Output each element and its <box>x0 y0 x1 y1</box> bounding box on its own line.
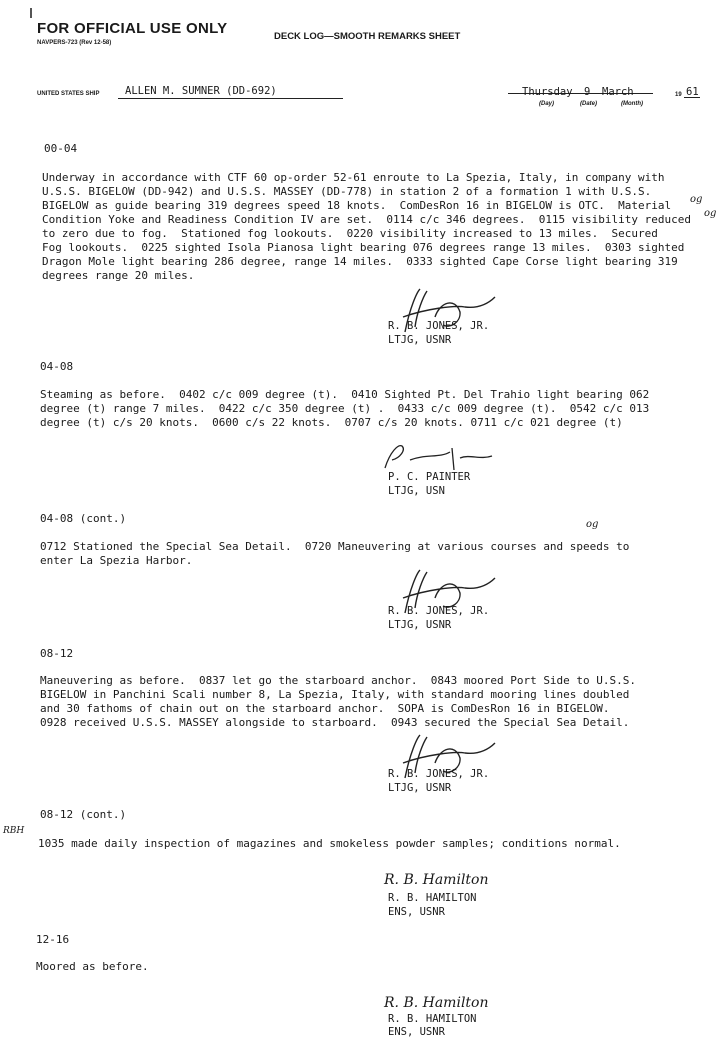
year-suffix: 61 <box>686 86 699 98</box>
log-line: Fog lookouts. 0225 sighted Isola Pianosa light bearing 076 degrees range 13 miles. 0303 sighted <box>42 241 685 254</box>
handwritten-signature: R. B. Hamilton <box>384 872 489 888</box>
signer-name: R. B. HAMILTON <box>388 1013 477 1025</box>
log-line: to zero due to fog. Stationed fog lookouts. 0220 visibility increased to 13 miles. Secured <box>42 227 658 240</box>
col-day-caption: (Day) <box>539 101 555 107</box>
year-line <box>684 97 700 98</box>
signer-rank: LTJG, USNR <box>388 782 452 794</box>
log-line: Condition Yoke and Readiness Condition IV are set. 0114 c/c 346 degrees. 0115 visibility reduced <box>42 213 692 226</box>
log-entry-text <box>38 837 621 851</box>
signer-name: R. B. HAMILTON <box>388 892 477 904</box>
watch-heading: 00-04 <box>44 142 78 155</box>
year-prefix: 19 <box>675 92 682 98</box>
form-title: DECK LOG—SMOOTH REMARKS SHEET <box>274 31 461 42</box>
date-day: Thursday <box>522 86 573 98</box>
log-line: Maneuvering as before. 0837 let go the starboard anchor. 0843 moored Port Side to U.S.S. <box>40 674 637 687</box>
margin-initials: RBH <box>3 826 25 836</box>
watch-heading: 12-16 <box>36 933 70 946</box>
log-line: Dragon Mole light bearing 286 degree, range 14 miles. 0333 sighted Cape Corse light bearing 319 <box>42 255 678 268</box>
watch-heading: 04-08 <box>40 360 74 373</box>
log-line: degrees range 20 miles. <box>42 269 195 282</box>
margin-correction-mark: og <box>690 194 703 205</box>
log-line: Underway in accordance with CTF 60 op-order 52-61 enroute to La Spezia, Italy, in company with <box>42 171 665 184</box>
signer-rank: ENS, USNR <box>388 1026 445 1038</box>
log-line: enter La Spezia Harbor. <box>40 554 193 567</box>
log-line: 1035 made daily inspection of magazines and smokeless powder samples; conditions normal. <box>38 837 621 850</box>
log-line: 0712 Stationed the Special Sea Detail. 0720 Maneuvering at various courses and speeds to <box>40 540 630 553</box>
margin-correction-mark: og <box>704 208 717 219</box>
log-line: Steaming as before. 0402 c/c 009 degree (t). 0410 Sighted Pt. Del Trahio light bearing 062 <box>40 388 650 401</box>
col-date-caption: (Date) <box>580 101 598 107</box>
log-line: Moored as before. <box>36 960 149 973</box>
signer-rank: LTJG, USNR <box>388 334 452 346</box>
ship-name: ALLEN M. SUMNER (DD-692) <box>125 85 277 97</box>
log-entry-text <box>40 674 636 730</box>
handwritten-signature: R. B. Hamilton <box>384 995 489 1011</box>
signer-name: P. C. PAINTER <box>388 471 471 483</box>
log-line: degree (t) range 7 miles. 0422 c/c 350 degree (t) . 0433 c/c 009 degree (t). 0542 c/c 013 <box>40 402 650 415</box>
date-date: 9 <box>584 86 591 98</box>
signer-name: R. B. JONES, JR. <box>388 605 490 617</box>
date-month: March <box>602 86 634 98</box>
signer-rank: ENS, USNR <box>388 906 445 918</box>
log-entry-text <box>40 540 629 568</box>
log-line: BIGELOW in Panchini Scali number 8, La Spezia, Italy, with standard mooring lines doubled <box>40 688 630 701</box>
margin-correction-mark: og <box>586 519 599 530</box>
watch-heading: 08-12 <box>40 647 74 660</box>
log-entry-text <box>36 960 149 974</box>
ship-label: UNITED STATES SHIP <box>37 91 100 97</box>
form-number: NAVPERS-723 (Rev 12-58) <box>37 40 112 46</box>
log-entry-text <box>40 388 649 430</box>
signature-scribble <box>380 440 500 472</box>
signer-rank: LTJG, USN <box>388 485 445 497</box>
log-line: degree (t) c/s 20 knots. 0600 c/s 22 knots. 0707 c/s 20 knots. 0711 c/c 021 degree (t) <box>40 416 623 429</box>
watch-heading: 04-08 (cont.) <box>40 512 127 525</box>
log-entry-text <box>42 171 691 283</box>
signer-name: R. B. JONES, JR. <box>388 320 490 332</box>
col-month-caption: (Month) <box>621 101 643 107</box>
classification-label: FOR OFFICIAL USE ONLY <box>37 20 228 37</box>
log-line: U.S.S. BIGELOW (DD-942) and U.S.S. MASSEY (DD-778) in station 2 of a formation 1 with U.S.S. <box>42 185 652 198</box>
signer-rank: LTJG, USNR <box>388 619 452 631</box>
watch-heading: 08-12 (cont.) <box>40 808 127 821</box>
log-line: 0928 received U.S.S. MASSEY alongside to starboard. 0943 secured the Special Sea Detail. <box>40 716 630 729</box>
log-line: BIGELOW as guide bearing 319 degrees speed 18 knots. ComDesRon 16 in BIGELOW is OTC. Material <box>42 199 672 212</box>
log-line: and 30 fathoms of chain out on the starboard anchor. SOPA is ComDesRon 16 in BIGELOW. <box>40 702 610 715</box>
signer-name: R. B. JONES, JR. <box>388 768 490 780</box>
corner-mark <box>30 8 32 18</box>
